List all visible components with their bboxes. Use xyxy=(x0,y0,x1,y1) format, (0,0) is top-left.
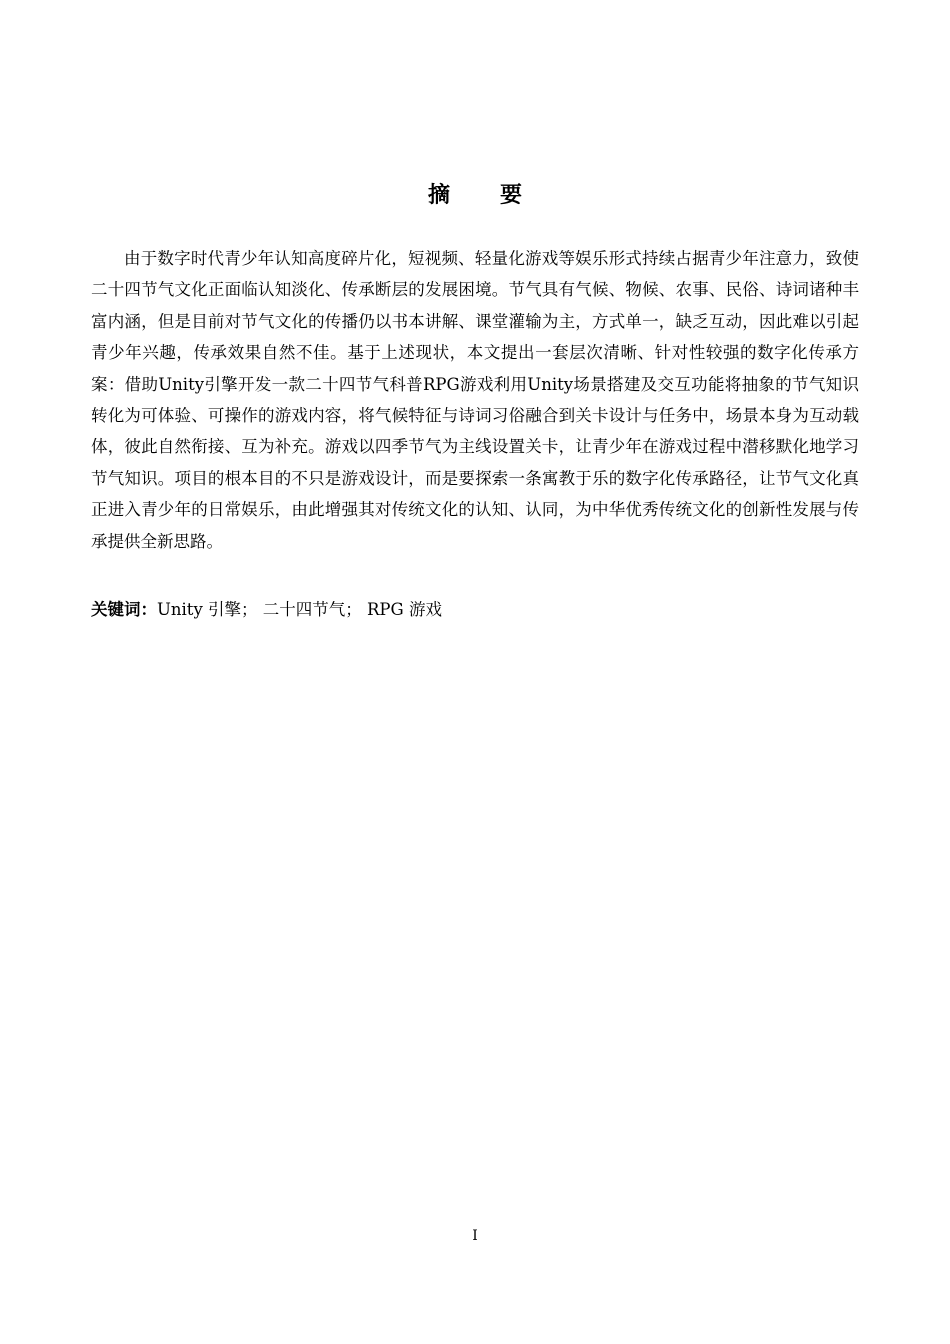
abstract-body: 由于数字时代青少年认知高度碎片化，短视频、轻量化游戏等娱乐形式持续占据青少年注意力，致使二十四节气文化正面临认知淡化、传承断层的发展困境。节气具有气候、物候、农事、民俗、诗词诸种丰富内涵，但是目前对节气文化的传播仍以书本讲解、课堂灌输为主，方式单一，缺乏互动，因此难以引起青少年兴趣，传承效果自然不佳。基于上述现状，本文提出一套层次清晰、针对性较强的数字化传承方案：借助Unity引擎开发一款二十四节气科普RPG游戏利用Unity场景搭建及交互功能将抽象的节气知识转化为可体验、可操作的游戏内容，将气候特征与诗词习俗融合到关卡设计与任务中，场景本身为互动载体，彼此自然衔接、互为补充。游戏以四季节气为主线设置关卡，让青少年在游戏过程中潜移默化地学习节气知识。项目的根本目的不只是游戏设计，而是要探索一条寓教于乐的数字化传承路径，让节气文化真正进入青少年的日常娱乐，由此增强其对传统文化的认知、认同，为中华优秀传统文化的创新性发展与传承提供全新思路。 xyxy=(91,249,859,551)
keywords-line xyxy=(91,594,859,625)
page-number: I xyxy=(472,1228,478,1244)
abstract-title: 摘要 xyxy=(427,182,572,208)
keywords-label: 关键词： xyxy=(91,600,157,619)
keywords-value: Unity 引擎； 二十四节气； RPG 游戏 xyxy=(157,600,442,619)
